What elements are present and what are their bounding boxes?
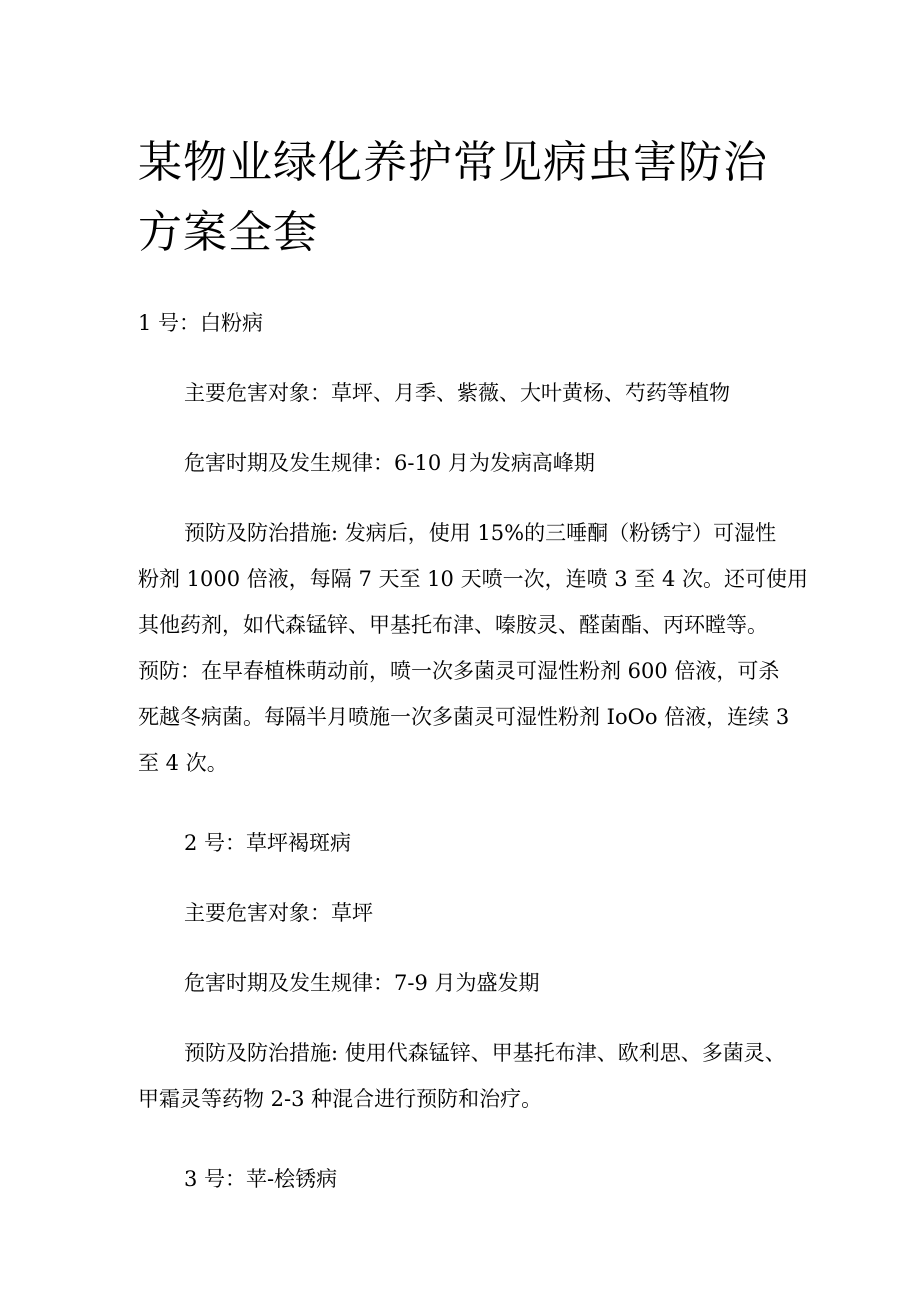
section-1-target: 主要危害对象：草坪、月季、紫薇、大叶黄杨、芍药等植物 [184,381,730,405]
section-1-heading: 1 号：白粉病 [138,311,264,335]
section-1-measures-line: 至 4 次。 [138,751,228,775]
document-title: 某物业绿化养护常见病虫害防治方案全套 [138,137,768,258]
section-2-measures-line: 甲霜灵等药物 2-3 种混合进行预防和治疗。 [138,1087,543,1111]
section-1-measures-line: 死越冬病菌。每隔半月喷施一次多菌灵可湿性粉剂 IoOo 倍液，连续 3 [138,705,790,729]
section-2-heading: 2 号：草坪褐斑病 [184,831,352,855]
section-1-measures-line: 其他药剂，如代森锰锌、甲基托布津、嗪胺灵、醛菌酯、丙环瞠等。 [138,613,768,637]
section-1-period: 危害时期及发生规律：6-10 月为发病高峰期 [184,451,595,475]
section-2-measures-line: 预防及防治措施: 使用代森锰锌、甲基托布津、欧利思、多菌灵、 [184,1041,786,1065]
section-1-measures-line: 预防：在早春植株萌动前，喷一次多菌灵可湿性粉剂 600 倍液，可杀 [138,659,780,683]
section-3-heading: 3 号：苹-桧锈病 [184,1167,338,1191]
section-1-measures-line: 粉剂 1000 倍液，每隔 7 天至 10 天喷一次，连喷 3 至 4 次。还可使用 [138,567,808,591]
section-2-target: 主要危害对象：草坪 [184,901,373,925]
section-1-measures-line: 预防及防治措施: 发病后，使用 15%的三唾酮（粉锈宁）可湿性 [184,521,777,545]
section-2-period: 危害时期及发生规律：7-9 月为盛发期 [184,971,540,995]
